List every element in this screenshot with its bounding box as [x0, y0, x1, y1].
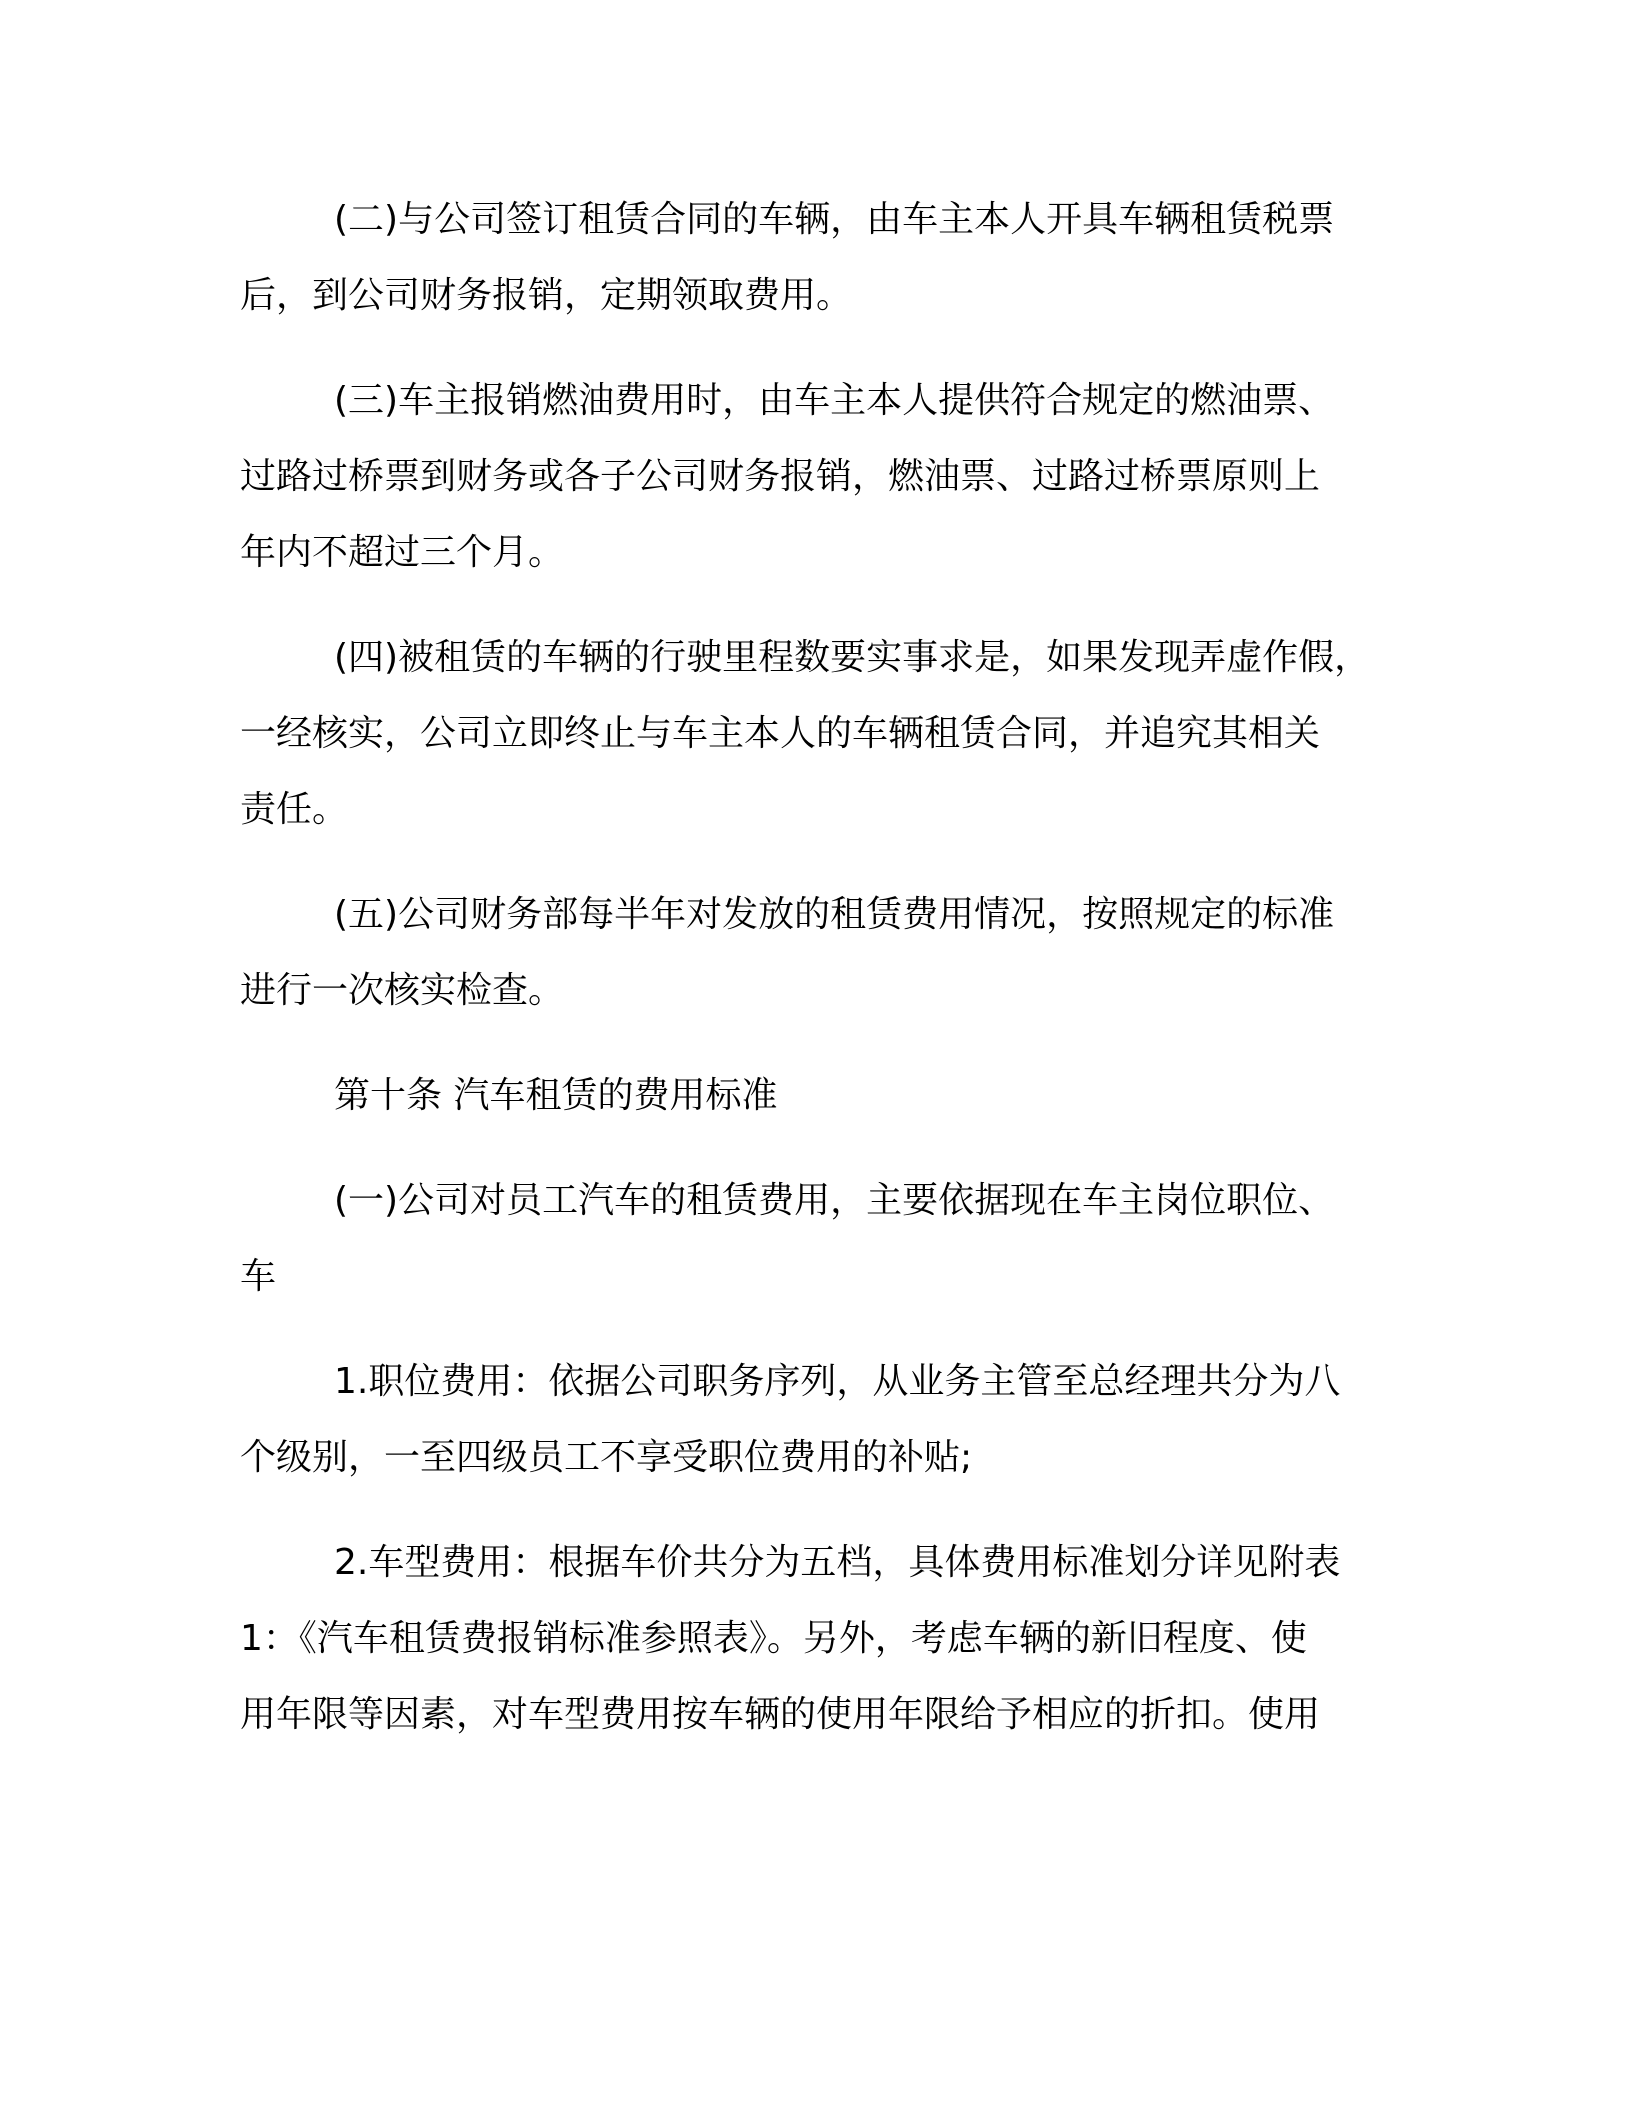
- paragraph-3-line-3: 年内不超过三个月。: [240, 532, 565, 573]
- paragraph-5-line-1: (五)公司财务部每半年对发放的租赁费用情况，按照规定的标准: [334, 894, 1335, 935]
- paragraph-4-line-1: (四)被租赁的车辆的行驶里程数要实事求是，如果发现弄虚作假，: [334, 637, 1371, 678]
- paragraph-2-line-1: (二)与公司签订租赁合同的车辆，由车主本人开具车辆租赁税票: [334, 199, 1335, 240]
- paragraph-4-line-3: 责任。: [240, 789, 349, 830]
- paragraph-2-line-2: 后，到公司财务报销，定期领取费用。: [240, 275, 853, 316]
- section-1-line-2: 车: [240, 1256, 277, 1297]
- item-1-line-2: 个级别，一至四级员工不享受职位费用的补贴;: [240, 1437, 973, 1478]
- paragraph-4-line-2: 一经核实，公司立即终止与车主本人的车辆租赁合同，并追究其相关: [240, 713, 1321, 754]
- item-2-line-3: 用年限等因素，对车型费用按车辆的使用年限给予相应的折扣。使用: [240, 1694, 1321, 1735]
- article-10-heading: 第十条 汽车租赁的费用标准: [334, 1075, 778, 1116]
- paragraph-3-line-1: (三)车主报销燃油费用时，由车主本人提供符合规定的燃油票、: [334, 380, 1335, 421]
- item-1-line-1: 1.职位费用：依据公司职务序列，从业务主管至总经理共分为八: [334, 1361, 1341, 1402]
- paragraph-5-line-2: 进行一次核实检查。: [240, 970, 565, 1011]
- paragraph-3-line-2: 过路过桥票到财务或各子公司财务报销，燃油票、过路过桥票原则上: [240, 456, 1321, 497]
- item-2-line-1: 2.车型费用：根据车价共分为五档，具体费用标准划分详见附表: [334, 1542, 1341, 1583]
- item-2-line-2: 1：《汽车租赁费报销标准参照表》。另外，考虑车辆的新旧程度、使: [240, 1618, 1307, 1659]
- section-1-line-1: (一)公司对员工汽车的租赁费用，主要依据现在车主岗位职位、: [334, 1180, 1335, 1221]
